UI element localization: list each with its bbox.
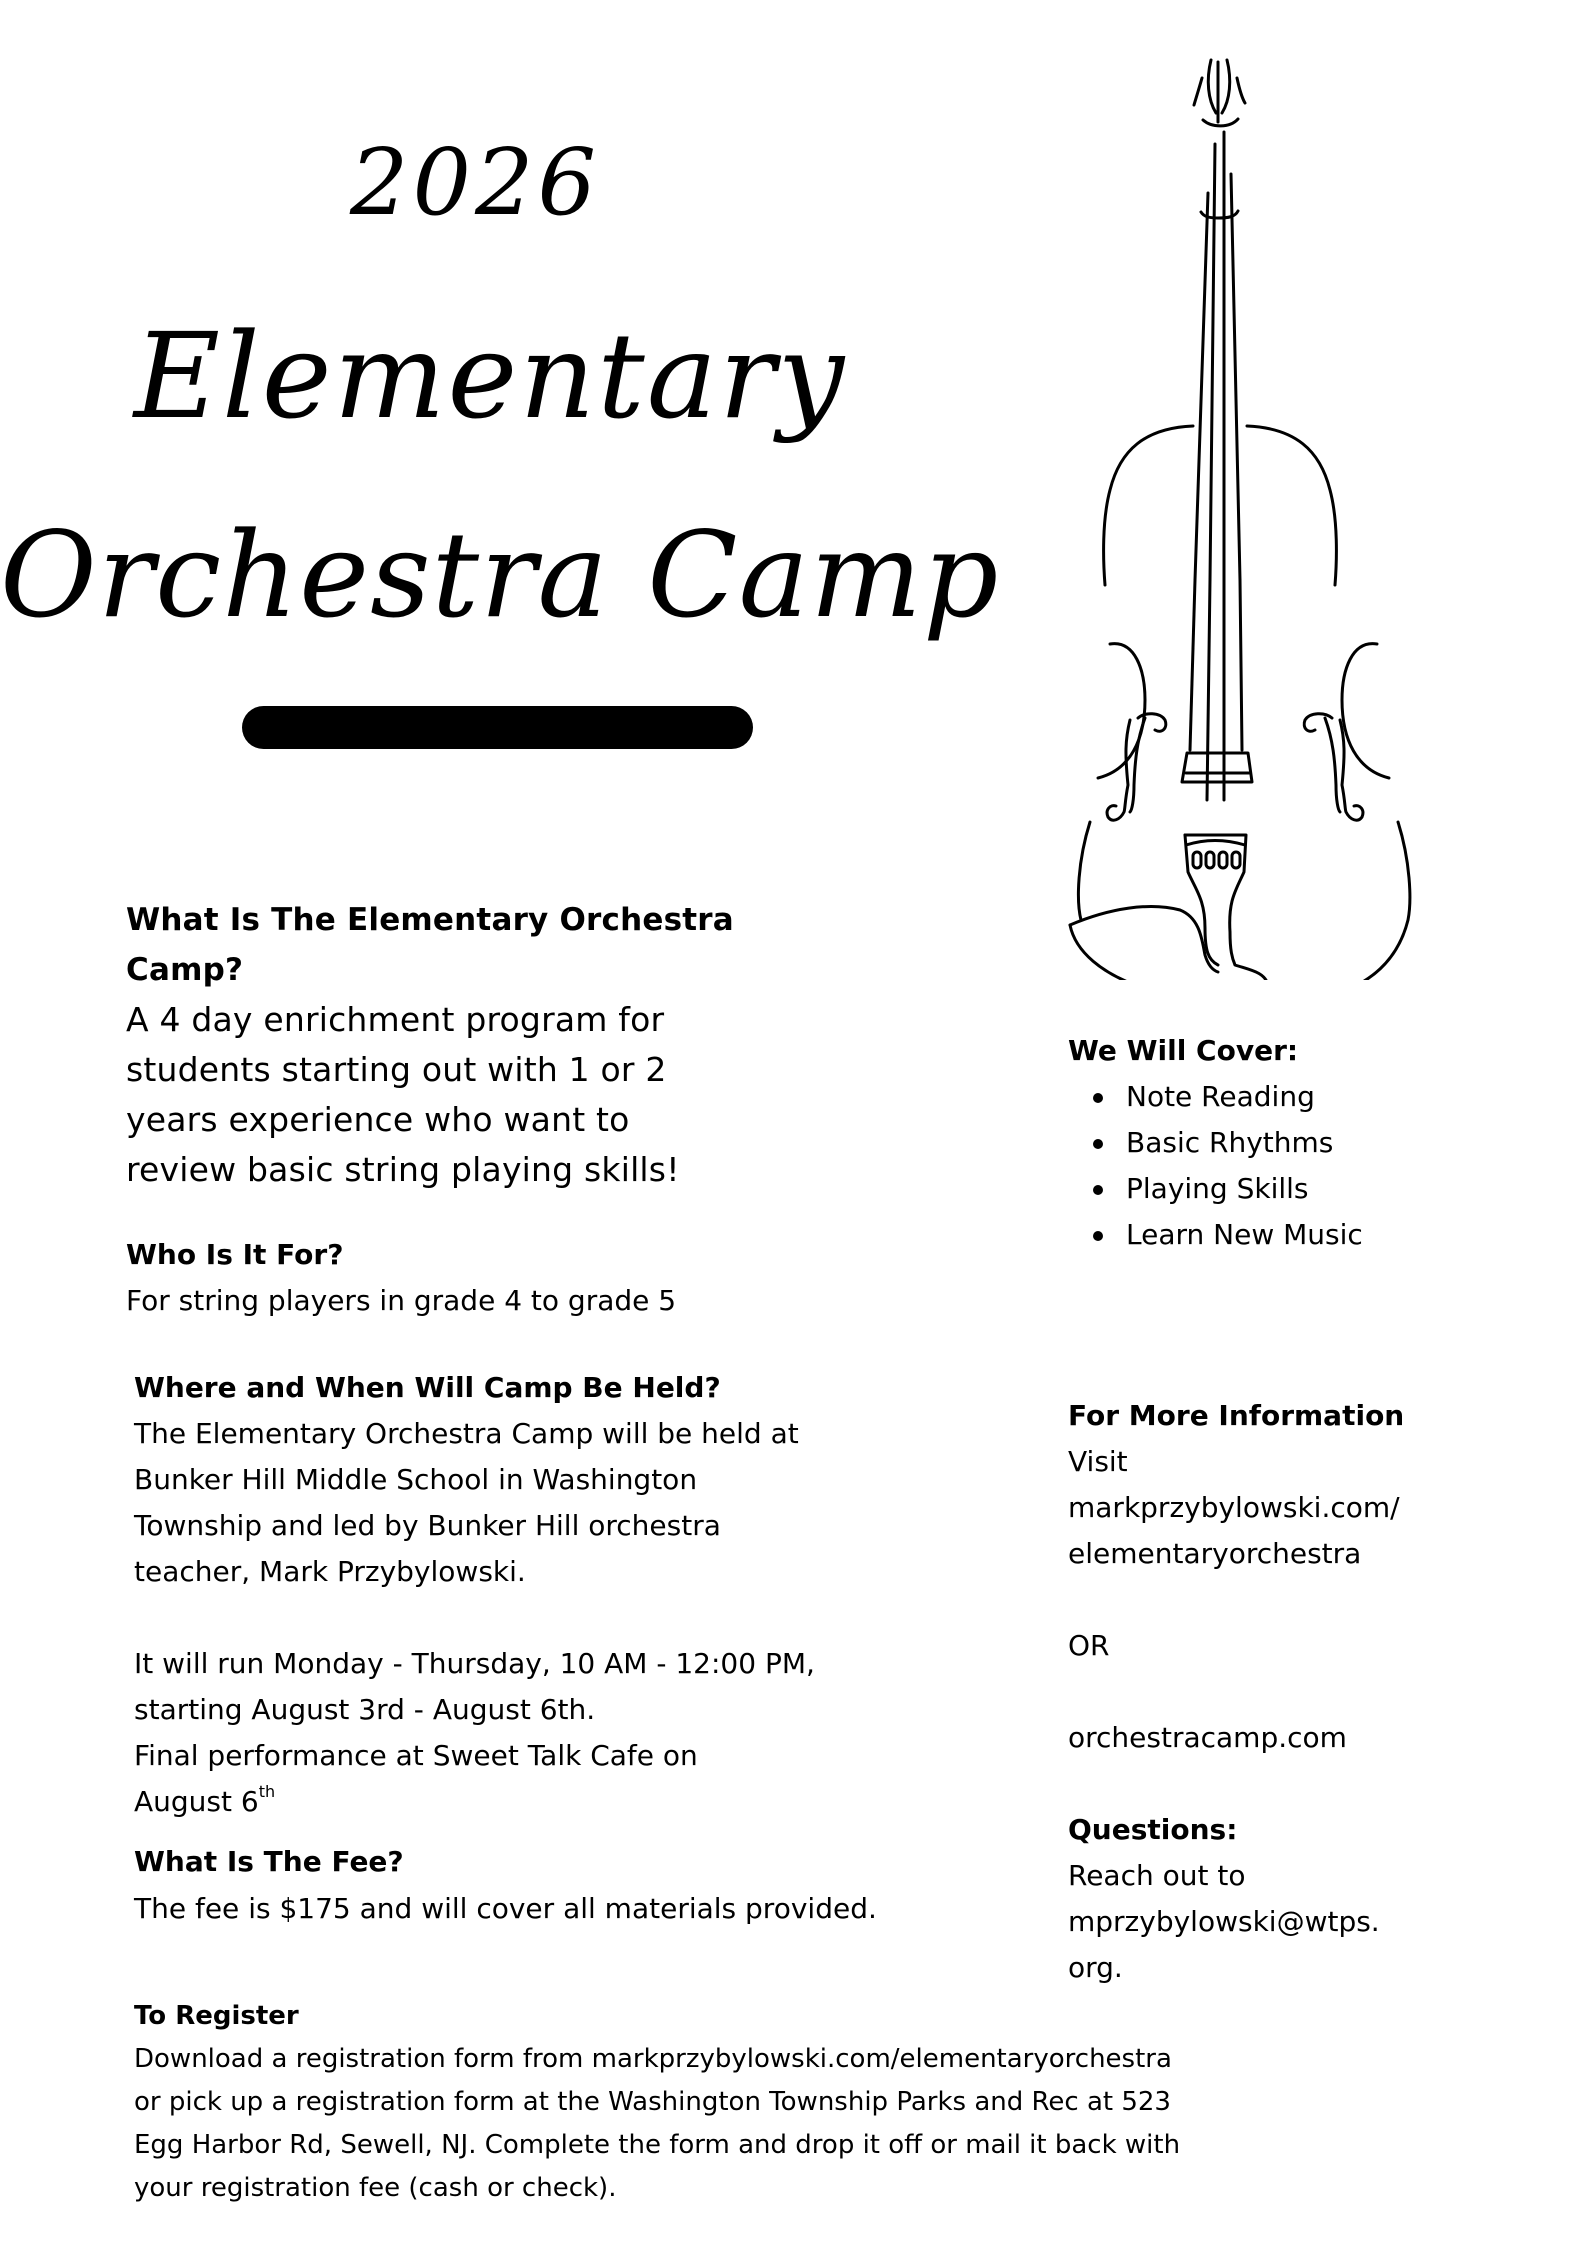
final-date: August 6 <box>134 1785 259 1818</box>
register-heading: To Register <box>134 2001 299 2031</box>
info-visit: Visit <box>1068 1445 1128 1478</box>
schedule-line: Final performance at Sweet Talk Cafe on <box>134 1739 698 1772</box>
section-fee <box>134 1838 877 1932</box>
section-where-when <box>134 1365 815 1825</box>
cover-item-label: Note Reading <box>1126 1080 1315 1113</box>
who-heading: Who Is It For? <box>126 1238 344 1271</box>
who-body: For string players in grade 4 to grade 5 <box>126 1284 677 1317</box>
cover-item-label: Basic Rhythms <box>1126 1126 1334 1159</box>
cover-heading: We Will Cover: <box>1068 1034 1299 1067</box>
schedule-line: It will run Monday - Thursday, 10 AM - 12:00 PM, <box>134 1647 815 1680</box>
cover-list <box>1068 1074 1363 1258</box>
bullet-dot-icon <box>1093 1185 1103 1195</box>
questions-heading: Questions: <box>1068 1813 1238 1846</box>
info-or: OR <box>1068 1629 1110 1662</box>
fee-heading: What Is The Fee? <box>134 1845 404 1878</box>
info-alt-url[interactable]: orchestracamp.com <box>1068 1721 1347 1754</box>
section-more-info <box>1068 1393 1404 1991</box>
cover-list-item <box>1068 1166 1363 1212</box>
cover-item-label: Learn New Music <box>1126 1218 1363 1251</box>
title-year: 2026 <box>349 129 601 236</box>
cover-list-item <box>1068 1212 1363 1258</box>
where-body-line: The Elementary Orchestra Camp will be held at <box>134 1417 799 1450</box>
what-body-line: students starting out with 1 or 2 <box>126 1050 667 1089</box>
section-register <box>134 1995 1180 2210</box>
where-body-line: Township and led by Bunker Hill orchestra <box>134 1509 721 1542</box>
final-date-suffix: th <box>258 1782 276 1801</box>
info-url-line1[interactable]: markprzybylowski.com/ <box>1068 1491 1400 1524</box>
what-body-line: review basic string playing skills! <box>126 1150 680 1189</box>
what-body-line: A 4 day enrichment program for <box>126 1000 665 1039</box>
info-url-line2[interactable]: elementaryorchestra <box>1068 1537 1362 1570</box>
title-line-elementary: Elementary <box>133 307 847 445</box>
bullet-dot-icon <box>1093 1093 1103 1103</box>
fee-body: The fee is $175 and will cover all materials provided. <box>134 1892 877 1925</box>
section-what <box>126 895 734 1195</box>
title-divider-bar <box>242 706 753 749</box>
register-body-line: or pick up a registration form at the Washington Township Parks and Rec at 523 <box>134 2087 1171 2117</box>
register-body-line: your registration fee (cash or check). <box>134 2173 617 2203</box>
cover-list-item <box>1068 1120 1363 1166</box>
questions-line: Reach out to <box>1068 1859 1246 1892</box>
schedule-line: starting August 3rd - August 6th. <box>134 1693 596 1726</box>
register-body-line: Egg Harbor Rd, Sewell, NJ. Complete the form and drop it off or mail it back with <box>134 2130 1181 2160</box>
where-heading: Where and When Will Camp Be Held? <box>134 1371 721 1404</box>
where-body-line: teacher, Mark Przybylowski. <box>134 1555 526 1588</box>
final-performance-date <box>134 1779 815 1825</box>
cover-item-label: Playing Skills <box>1126 1172 1309 1205</box>
bullet-dot-icon <box>1093 1231 1103 1241</box>
what-heading-line2: Camp? <box>126 952 244 988</box>
email-line1[interactable]: mprzybylowski@wtps. <box>1068 1905 1380 1938</box>
section-who <box>126 1232 676 1324</box>
what-body-line: years experience who want to <box>126 1100 630 1139</box>
cover-list-item <box>1068 1074 1363 1120</box>
title-line-orchestra-camp: Orchestra Camp <box>0 506 1000 644</box>
violin-icon <box>1050 40 1450 980</box>
section-we-will-cover <box>1068 1028 1363 1258</box>
what-heading-line1: What Is The Elementary Orchestra <box>126 902 734 938</box>
info-heading: For More Information <box>1068 1399 1405 1432</box>
where-body-line: Bunker Hill Middle School in Washington <box>134 1463 698 1496</box>
bullet-dot-icon <box>1093 1139 1103 1149</box>
email-line2[interactable]: org. <box>1068 1951 1123 1984</box>
register-body-line: Download a registration form from markprzybylowski.com/elementaryorchestra <box>134 2044 1172 2074</box>
